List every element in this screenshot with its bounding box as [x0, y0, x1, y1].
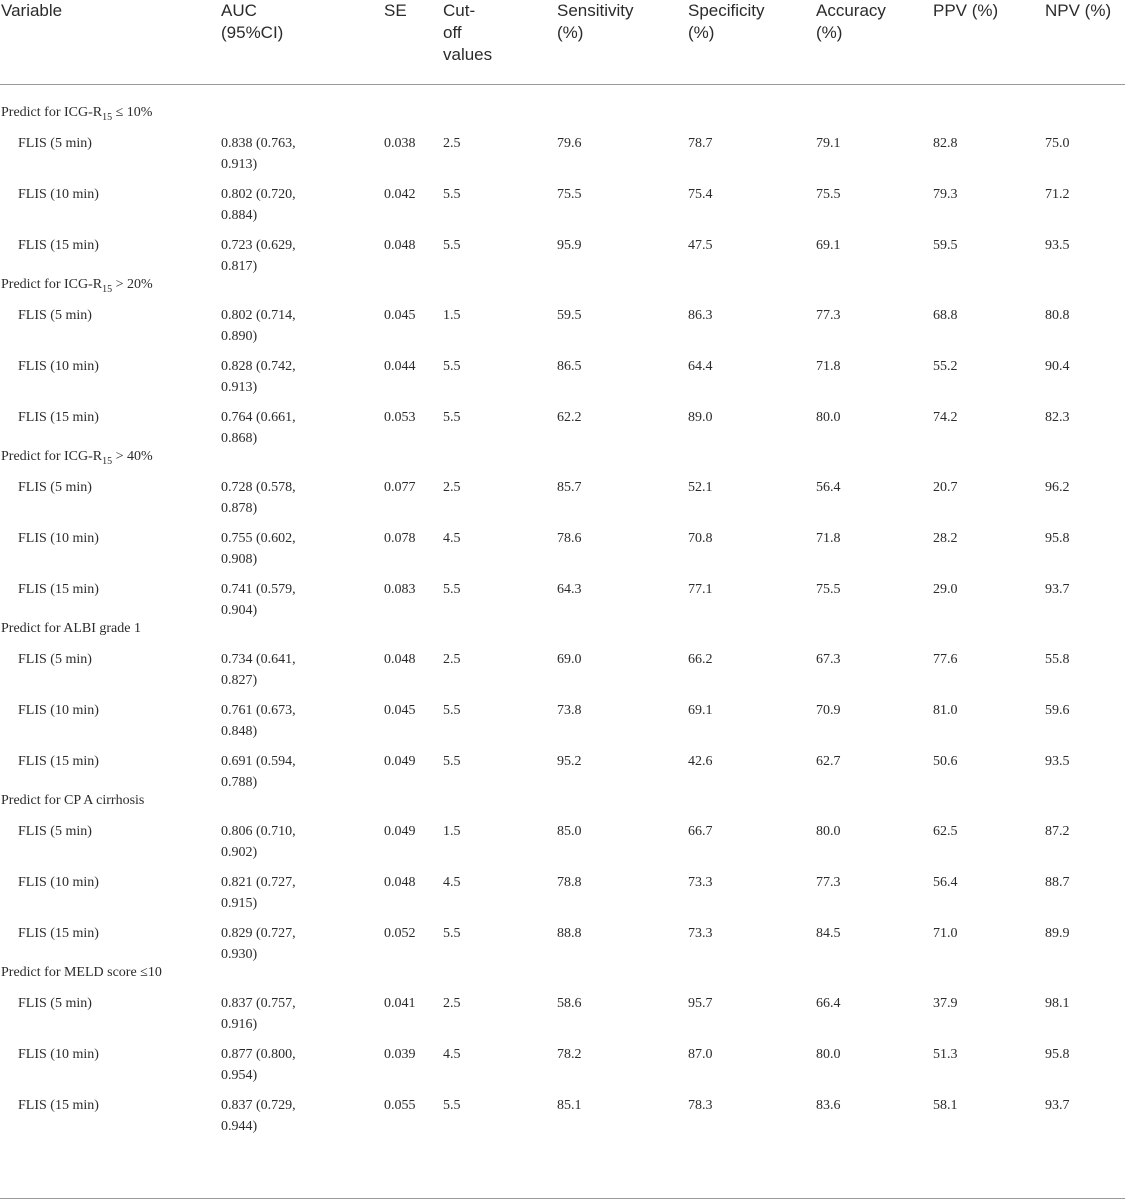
auc-line-2: 0.915) — [221, 896, 258, 911]
auc-line-2: 0.788) — [221, 775, 258, 790]
se-cell: 0.041 — [384, 996, 416, 1011]
specificity-cell: 75.4 — [688, 187, 713, 202]
table-row — [0, 649, 1125, 699]
auc-line-1: 0.755 (0.602, — [221, 531, 296, 546]
se-cell: 0.045 — [384, 703, 416, 718]
sensitivity-cell: 73.8 — [557, 703, 582, 718]
sensitivity-cell: 75.5 — [557, 187, 582, 202]
accuracy-cell: 77.3 — [816, 875, 841, 890]
variable-cell: FLIS (5 min) — [18, 308, 92, 323]
table-row — [0, 1044, 1125, 1094]
se-cell: 0.053 — [384, 410, 416, 425]
ppv-cell: 77.6 — [933, 652, 958, 667]
table-row — [0, 923, 1125, 973]
npv-cell: 75.0 — [1045, 136, 1070, 151]
accuracy-cell: 67.3 — [816, 652, 841, 667]
sensitivity-cell: 85.7 — [557, 480, 582, 495]
table-row — [0, 407, 1125, 457]
auc-line-1: 0.837 (0.729, — [221, 1098, 296, 1113]
auc-cell — [221, 993, 296, 1035]
cutoff-cell: 2.5 — [443, 652, 461, 667]
auc-cell — [221, 305, 296, 347]
variable-cell: FLIS (5 min) — [18, 824, 92, 839]
specificity-cell: 78.7 — [688, 136, 713, 151]
accuracy-cell: 80.0 — [816, 1047, 841, 1062]
cutoff-cell: 5.5 — [443, 187, 461, 202]
auc-cell — [221, 649, 296, 691]
accuracy-cell: 62.7 — [816, 754, 841, 769]
ppv-cell: 81.0 — [933, 703, 958, 718]
npv-cell: 93.5 — [1045, 238, 1070, 253]
npv-cell: 95.8 — [1045, 1047, 1070, 1062]
cutoff-cell: 5.5 — [443, 582, 461, 597]
auc-cell — [221, 356, 296, 398]
accuracy-cell: 77.3 — [816, 308, 841, 323]
auc-line-1: 0.802 (0.720, — [221, 187, 296, 202]
group-label-text: Predict for ICG-R — [1, 449, 103, 464]
auc-cell — [221, 528, 296, 570]
auc-line-2: 0.916) — [221, 1017, 258, 1032]
sensitivity-cell: 78.8 — [557, 875, 582, 890]
variable-cell: FLIS (10 min) — [18, 187, 99, 202]
group-label-suffix: ≤ 10% — [112, 105, 153, 120]
se-cell: 0.044 — [384, 359, 416, 374]
group-label-text: Predict for ICG-R — [1, 105, 103, 120]
auc-cell — [221, 133, 296, 175]
group-label-suffix: > 20% — [112, 277, 153, 292]
table-row — [0, 356, 1125, 406]
se-cell: 0.048 — [384, 652, 416, 667]
cutoff-cell: 5.5 — [443, 410, 461, 425]
col-header-accuracy: Accuracy (%) — [816, 1, 886, 42]
group-label — [1, 619, 141, 644]
table-row — [0, 821, 1125, 871]
table-row — [0, 528, 1125, 578]
group-label — [1, 275, 153, 300]
sensitivity-cell: 59.5 — [557, 308, 582, 323]
auc-line-2: 0.868) — [221, 431, 258, 446]
accuracy-cell: 75.5 — [816, 582, 841, 597]
npv-cell: 88.7 — [1045, 875, 1070, 890]
auc-line-2: 0.902) — [221, 845, 258, 860]
ppv-cell: 74.2 — [933, 410, 958, 425]
cutoff-cell: 4.5 — [443, 1047, 461, 1062]
auc-line-1: 0.828 (0.742, — [221, 359, 296, 374]
se-cell: 0.049 — [384, 754, 416, 769]
accuracy-cell: 80.0 — [816, 824, 841, 839]
sensitivity-cell: 69.0 — [557, 652, 582, 667]
accuracy-cell: 84.5 — [816, 926, 841, 941]
table-row — [0, 700, 1125, 750]
sensitivity-cell: 95.2 — [557, 754, 582, 769]
ppv-cell: 79.3 — [933, 187, 958, 202]
sensitivity-cell: 95.9 — [557, 238, 582, 253]
accuracy-cell: 71.8 — [816, 531, 841, 546]
variable-cell: FLIS (5 min) — [18, 652, 92, 667]
variable-cell: FLIS (10 min) — [18, 875, 99, 890]
variable-cell: FLIS (15 min) — [18, 582, 99, 597]
sensitivity-cell: 62.2 — [557, 410, 582, 425]
group-label-subscript: 15 — [102, 111, 113, 123]
variable-cell: FLIS (5 min) — [18, 996, 92, 1011]
auc-cell — [221, 1095, 296, 1137]
auc-line-1: 0.691 (0.594, — [221, 754, 296, 769]
cutoff-cell: 2.5 — [443, 996, 461, 1011]
specificity-cell: 73.3 — [688, 875, 713, 890]
group-label — [1, 103, 152, 128]
npv-cell: 90.4 — [1045, 359, 1070, 374]
auc-cell — [221, 821, 296, 863]
cutoff-cell: 5.5 — [443, 359, 461, 374]
npv-cell: 89.9 — [1045, 926, 1070, 941]
cutoff-cell: 4.5 — [443, 531, 461, 546]
ppv-cell: 68.8 — [933, 308, 958, 323]
se-cell: 0.048 — [384, 238, 416, 253]
variable-cell: FLIS (15 min) — [18, 1098, 99, 1113]
se-cell: 0.048 — [384, 875, 416, 890]
group-label-subscript: 15 — [102, 455, 113, 467]
auc-line-1: 0.764 (0.661, — [221, 410, 296, 425]
auc-line-1: 0.723 (0.629, — [221, 238, 296, 253]
auc-line-2: 0.884) — [221, 208, 258, 223]
table-row — [0, 872, 1125, 922]
npv-cell: 95.8 — [1045, 531, 1070, 546]
auc-line-2: 0.954) — [221, 1068, 258, 1083]
ppv-cell: 37.9 — [933, 996, 958, 1011]
variable-cell: FLIS (10 min) — [18, 703, 99, 718]
specificity-cell: 78.3 — [688, 1098, 713, 1113]
accuracy-cell: 69.1 — [816, 238, 841, 253]
ppv-cell: 55.2 — [933, 359, 958, 374]
group-label — [1, 447, 153, 472]
se-cell: 0.049 — [384, 824, 416, 839]
cutoff-cell: 1.5 — [443, 308, 461, 323]
accuracy-cell: 79.1 — [816, 136, 841, 151]
specificity-cell: 87.0 — [688, 1047, 713, 1062]
table-row — [0, 579, 1125, 629]
auc-line-2: 0.913) — [221, 157, 258, 172]
sensitivity-cell: 79.6 — [557, 136, 582, 151]
col-header-sensitivity: Sensitivity (%) — [557, 1, 634, 42]
npv-cell: 71.2 — [1045, 187, 1070, 202]
auc-line-1: 0.802 (0.714, — [221, 308, 296, 323]
specificity-cell: 47.5 — [688, 238, 713, 253]
auc-cell — [221, 184, 296, 226]
variable-cell: FLIS (5 min) — [18, 480, 92, 495]
auc-line-2: 0.817) — [221, 259, 258, 274]
sensitivity-cell: 85.0 — [557, 824, 582, 839]
auc-line-2: 0.890) — [221, 329, 258, 344]
variable-cell: FLIS (10 min) — [18, 1047, 99, 1062]
ppv-cell: 71.0 — [933, 926, 958, 941]
table-bottom-rule — [0, 1198, 1125, 1199]
npv-cell: 80.8 — [1045, 308, 1070, 323]
sensitivity-cell: 85.1 — [557, 1098, 582, 1113]
group-label-text: Predict for ICG-R — [1, 277, 103, 292]
table-row — [0, 993, 1125, 1043]
npv-cell: 98.1 — [1045, 996, 1070, 1011]
table-row — [0, 477, 1125, 527]
group-label-text: Predict for MELD score ≤10 — [1, 965, 162, 980]
npv-cell: 93.7 — [1045, 582, 1070, 597]
sensitivity-cell: 88.8 — [557, 926, 582, 941]
table-row — [0, 305, 1125, 355]
specificity-cell: 73.3 — [688, 926, 713, 941]
se-cell: 0.042 — [384, 187, 416, 202]
auc-cell — [221, 235, 296, 277]
group-label-text: Predict for ALBI grade 1 — [1, 621, 141, 636]
table-header — [0, 0, 1125, 85]
table-row — [0, 751, 1125, 801]
ppv-cell: 50.6 — [933, 754, 958, 769]
npv-cell: 55.8 — [1045, 652, 1070, 667]
col-header-auc: AUC (95%CI) — [221, 1, 284, 42]
auc-line-1: 0.829 (0.727, — [221, 926, 296, 941]
npv-cell: 96.2 — [1045, 480, 1070, 495]
se-cell: 0.052 — [384, 926, 416, 941]
npv-cell: 93.5 — [1045, 754, 1070, 769]
cutoff-cell: 1.5 — [443, 824, 461, 839]
sensitivity-cell: 86.5 — [557, 359, 582, 374]
variable-cell: FLIS (5 min) — [18, 136, 92, 151]
col-header-cutoff: Cut- off values — [443, 1, 493, 64]
group-label-text: Predict for CP A cirrhosis — [1, 793, 145, 808]
group-label-suffix: > 40% — [112, 449, 153, 464]
auc-line-1: 0.821 (0.727, — [221, 875, 296, 890]
se-cell: 0.077 — [384, 480, 416, 495]
accuracy-cell: 70.9 — [816, 703, 841, 718]
specificity-cell: 70.8 — [688, 531, 713, 546]
auc-line-1: 0.761 (0.673, — [221, 703, 296, 718]
variable-cell: FLIS (15 min) — [18, 410, 99, 425]
accuracy-cell: 56.4 — [816, 480, 841, 495]
ppv-cell: 59.5 — [933, 238, 958, 253]
sensitivity-cell: 78.6 — [557, 531, 582, 546]
table-row — [0, 1095, 1125, 1145]
se-cell: 0.055 — [384, 1098, 416, 1113]
specificity-cell: 52.1 — [688, 480, 713, 495]
auc-line-1: 0.806 (0.710, — [221, 824, 296, 839]
variable-cell: FLIS (15 min) — [18, 238, 99, 253]
cutoff-cell: 4.5 — [443, 875, 461, 890]
variable-cell: FLIS (10 min) — [18, 359, 99, 374]
group-label — [1, 791, 144, 816]
col-header-specificity: Specificity (%) — [688, 1, 765, 42]
ppv-cell: 51.3 — [933, 1047, 958, 1062]
auc-line-1: 0.728 (0.578, — [221, 480, 296, 495]
specificity-cell: 69.1 — [688, 703, 713, 718]
auc-line-1: 0.877 (0.800, — [221, 1047, 296, 1062]
group-label-subscript: 15 — [102, 283, 113, 295]
npv-cell: 59.6 — [1045, 703, 1070, 718]
col-header-variable: Variable — [1, 1, 63, 20]
auc-cell — [221, 923, 296, 965]
col-header-ppv: PPV (%) — [933, 1, 999, 20]
auc-line-1: 0.837 (0.757, — [221, 996, 296, 1011]
table-row — [0, 133, 1125, 183]
auc-cell — [221, 407, 296, 449]
col-header-se: SE — [384, 1, 407, 20]
auc-cell — [221, 1044, 296, 1086]
auc-cell — [221, 700, 296, 742]
accuracy-cell: 71.8 — [816, 359, 841, 374]
sensitivity-cell: 64.3 — [557, 582, 582, 597]
variable-cell: FLIS (15 min) — [18, 754, 99, 769]
variable-cell: FLIS (15 min) — [18, 926, 99, 941]
se-cell: 0.039 — [384, 1047, 416, 1062]
specificity-cell: 89.0 — [688, 410, 713, 425]
sensitivity-cell: 58.6 — [557, 996, 582, 1011]
auc-line-2: 0.944) — [221, 1119, 258, 1134]
auc-line-2: 0.827) — [221, 673, 258, 688]
variable-cell: FLIS (10 min) — [18, 531, 99, 546]
auc-line-1: 0.741 (0.579, — [221, 582, 296, 597]
auc-line-1: 0.838 (0.763, — [221, 136, 296, 151]
cutoff-cell: 5.5 — [443, 703, 461, 718]
ppv-cell: 56.4 — [933, 875, 958, 890]
specificity-cell: 66.2 — [688, 652, 713, 667]
specificity-cell: 77.1 — [688, 582, 713, 597]
auc-cell — [221, 477, 296, 519]
auc-cell — [221, 751, 296, 793]
specificity-cell: 42.6 — [688, 754, 713, 769]
accuracy-cell: 75.5 — [816, 187, 841, 202]
se-cell: 0.078 — [384, 531, 416, 546]
auc-line-2: 0.878) — [221, 501, 258, 516]
table-row — [0, 184, 1125, 234]
ppv-cell: 58.1 — [933, 1098, 958, 1113]
ppv-cell: 62.5 — [933, 824, 958, 839]
accuracy-cell: 80.0 — [816, 410, 841, 425]
cutoff-cell: 2.5 — [443, 136, 461, 151]
accuracy-cell: 66.4 — [816, 996, 841, 1011]
ppv-cell: 20.7 — [933, 480, 958, 495]
auc-line-2: 0.848) — [221, 724, 258, 739]
specificity-cell: 86.3 — [688, 308, 713, 323]
col-header-npv: NPV (%) — [1045, 1, 1112, 20]
accuracy-cell: 83.6 — [816, 1098, 841, 1113]
ppv-cell: 28.2 — [933, 531, 958, 546]
table-row — [0, 235, 1125, 285]
cutoff-cell: 5.5 — [443, 238, 461, 253]
auc-line-2: 0.930) — [221, 947, 258, 962]
auc-cell — [221, 872, 296, 914]
cutoff-cell: 5.5 — [443, 1098, 461, 1113]
npv-cell: 87.2 — [1045, 824, 1070, 839]
se-cell: 0.083 — [384, 582, 416, 597]
group-label — [1, 963, 162, 988]
auc-cell — [221, 579, 296, 621]
auc-line-2: 0.913) — [221, 380, 258, 395]
auc-line-2: 0.904) — [221, 603, 258, 618]
se-cell: 0.045 — [384, 308, 416, 323]
specificity-cell: 66.7 — [688, 824, 713, 839]
auc-line-2: 0.908) — [221, 552, 258, 567]
ppv-cell: 82.8 — [933, 136, 958, 151]
cutoff-cell: 5.5 — [443, 754, 461, 769]
specificity-cell: 95.7 — [688, 996, 713, 1011]
sensitivity-cell: 78.2 — [557, 1047, 582, 1062]
auc-line-1: 0.734 (0.641, — [221, 652, 296, 667]
ppv-cell: 29.0 — [933, 582, 958, 597]
specificity-cell: 64.4 — [688, 359, 713, 374]
cutoff-cell: 5.5 — [443, 926, 461, 941]
npv-cell: 82.3 — [1045, 410, 1070, 425]
npv-cell: 93.7 — [1045, 1098, 1070, 1113]
se-cell: 0.038 — [384, 136, 416, 151]
cutoff-cell: 2.5 — [443, 480, 461, 495]
